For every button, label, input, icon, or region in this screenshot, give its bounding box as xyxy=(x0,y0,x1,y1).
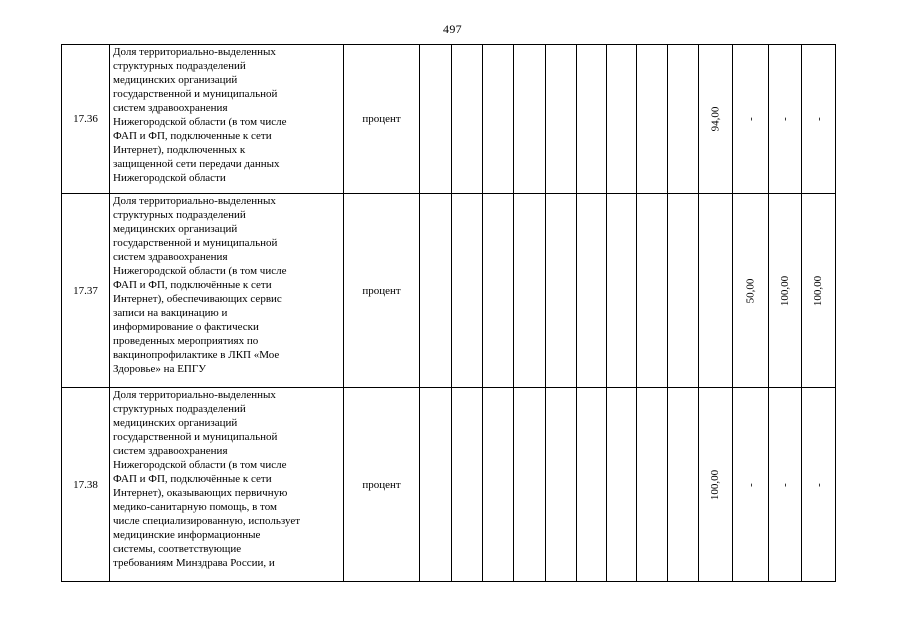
unit-cell: процент xyxy=(344,194,420,388)
value-cell xyxy=(668,388,699,582)
indicator-description-cell xyxy=(110,194,344,388)
value-text: - xyxy=(744,482,757,487)
value-cell xyxy=(607,45,637,194)
value-cell xyxy=(607,194,637,388)
table-row xyxy=(62,194,836,388)
value-cell xyxy=(514,388,546,582)
value-cell xyxy=(668,45,699,194)
table-row xyxy=(62,45,836,194)
value-cell xyxy=(802,45,836,194)
value-text: 100,00 xyxy=(812,275,825,306)
value-text: 100,00 xyxy=(779,275,791,306)
indicator-description: Доля территориально-выделенных структурных подразделений медицинских организаций государственной и муниципальной систем здравоохранения Нижегородской области (в том числе ФАП и ФП, подключённые к сети Интернет), обеспечивающих сервис записи на вакцинацию и информирование о фактически проведенных мероприятиях по вакцинопрофилактике в ЛКП «Мое Здоровье» на ЕПГУ xyxy=(113,195,287,375)
unit-cell: процент xyxy=(344,45,420,194)
value-cell xyxy=(769,45,802,194)
value-cell xyxy=(420,194,452,388)
unit-cell: процент xyxy=(344,388,420,582)
value-cell xyxy=(420,45,452,194)
value-cell xyxy=(769,388,802,582)
value-text: - xyxy=(778,117,791,121)
value-cell xyxy=(637,45,668,194)
value-cell xyxy=(699,45,733,194)
value-cell xyxy=(483,194,514,388)
value-cell xyxy=(514,45,546,194)
value-cell xyxy=(802,194,836,388)
indicator-description-cell xyxy=(110,45,344,194)
value-cell xyxy=(483,388,514,582)
indicator-description: Доля территориально-выделенных структурных подразделений медицинских организаций государственной и муниципальной систем здравоохранения Нижегородской области (в том числе ФАП и ФП, подключённые к сети Интернет), оказывающих первичную медико-санитарную помощь, в том числе специализированную, использует медицинские информационные системы, соответствующие требованиям Минздрава России, и xyxy=(113,389,301,569)
value-cell xyxy=(577,45,607,194)
value-cell xyxy=(769,194,802,388)
table-row xyxy=(62,388,836,582)
value-cell xyxy=(637,388,668,582)
row-number: 17.37 xyxy=(62,194,110,388)
indicator-description: Доля территориально-выделенных структурных подразделений медицинских организаций государственной и муниципальной систем здравоохранения Нижегородской области (в том числе ФАП и ФП, подключенные к сети Интернет), подключенных к защищенной сети передачи данных Нижегородской области xyxy=(113,46,287,184)
value-cell xyxy=(699,194,733,388)
value-text: 100,00 xyxy=(709,469,722,500)
value-cell xyxy=(733,388,769,582)
page-number: 497 xyxy=(443,22,462,36)
value-cell xyxy=(420,388,452,582)
value-cell xyxy=(546,45,577,194)
indicator-table xyxy=(61,44,836,582)
value-cell xyxy=(733,194,769,388)
value-cell xyxy=(577,388,607,582)
value-text: 50,00 xyxy=(744,278,757,303)
value-text: - xyxy=(744,117,757,121)
value-cell xyxy=(699,388,733,582)
value-text: 94,00 xyxy=(709,106,722,132)
value-cell xyxy=(546,194,577,388)
value-cell xyxy=(607,388,637,582)
value-cell xyxy=(452,194,483,388)
value-text: - xyxy=(812,482,825,487)
row-number: 17.38 xyxy=(62,388,110,582)
row-number: 17.36 xyxy=(62,45,110,194)
value-cell xyxy=(546,388,577,582)
value-cell xyxy=(577,194,607,388)
value-text: - xyxy=(778,482,791,487)
indicator-description-cell xyxy=(110,388,344,582)
value-cell xyxy=(452,45,483,194)
value-text: - xyxy=(812,117,825,121)
value-cell xyxy=(514,194,546,388)
value-cell xyxy=(452,388,483,582)
value-cell xyxy=(637,194,668,388)
value-cell xyxy=(668,194,699,388)
value-cell xyxy=(483,45,514,194)
value-cell xyxy=(802,388,836,582)
value-cell xyxy=(733,45,769,194)
